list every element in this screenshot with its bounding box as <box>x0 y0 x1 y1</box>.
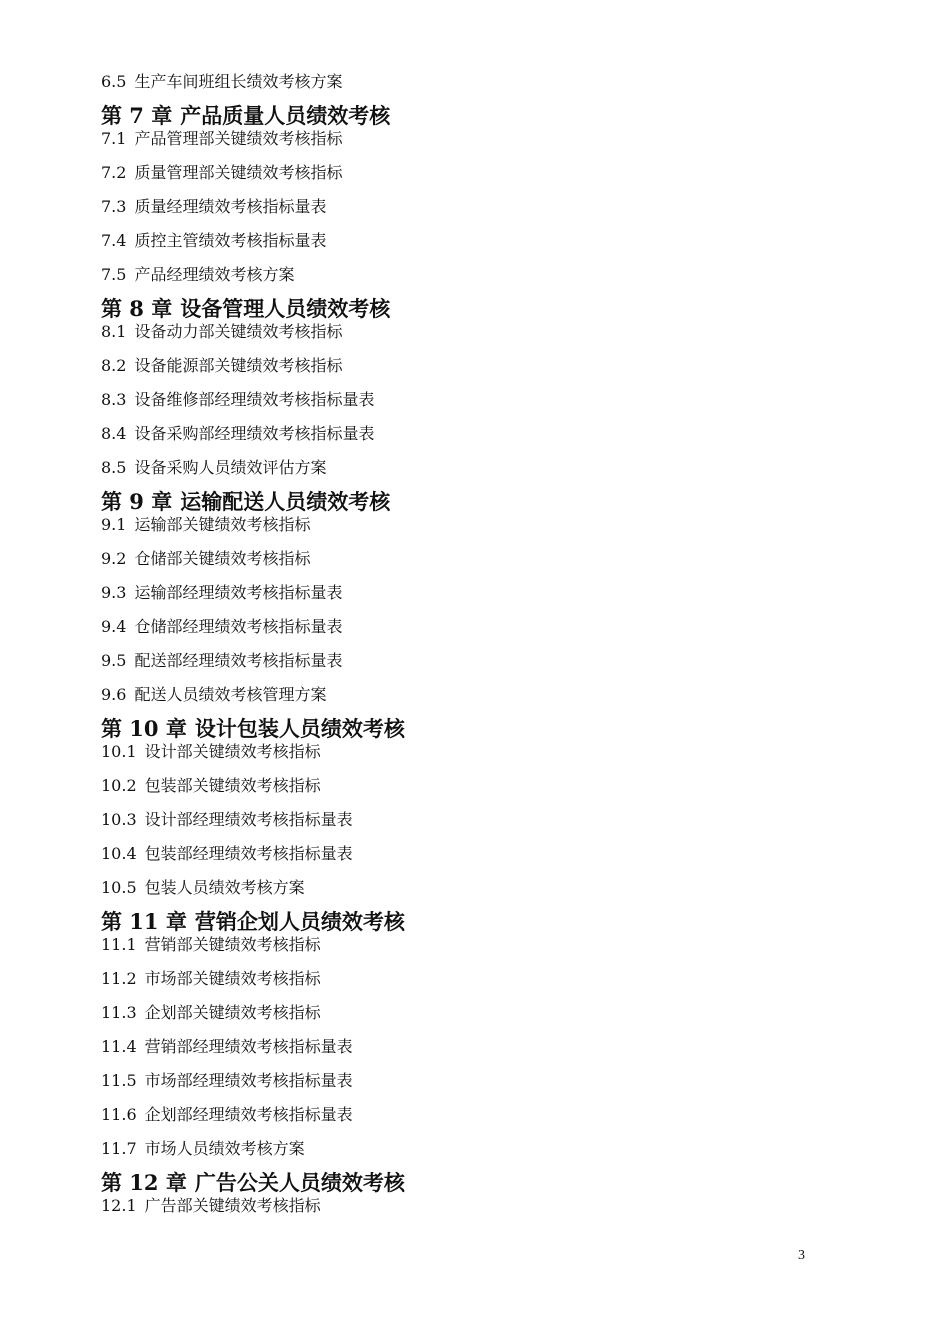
section-title: 配送部经理绩效考核指标量表 <box>134 651 343 670</box>
chapter-title: 运输配送人员绩效考核 <box>180 489 391 514</box>
section-number: 11.3 <box>101 1003 137 1022</box>
section-title: 营销部经理绩效考核指标量表 <box>144 1037 353 1056</box>
section-number: 10.4 <box>101 844 137 863</box>
section-title: 设计部关键绩效考核指标 <box>144 742 321 761</box>
toc-item <box>101 390 374 410</box>
toc-item <box>101 163 342 183</box>
toc-item <box>101 878 305 898</box>
chapter-number: 第 11 章 <box>101 909 187 934</box>
section-number: 9.3 <box>101 583 127 602</box>
section-title: 企划部关键绩效考核指标 <box>144 1003 321 1022</box>
toc-item <box>101 265 294 285</box>
section-title: 仓储部关键绩效考核指标 <box>134 549 311 568</box>
section-number: 8.1 <box>101 322 127 341</box>
section-number: 9.2 <box>101 549 127 568</box>
toc-item <box>101 549 310 569</box>
chapter-title: 产品质量人员绩效考核 <box>180 103 391 128</box>
toc-item <box>101 685 326 705</box>
section-number: 9.4 <box>101 617 127 636</box>
section-title: 包装人员绩效考核方案 <box>144 878 305 897</box>
toc-item <box>101 742 321 762</box>
toc-item <box>101 617 342 637</box>
section-title: 企划部经理绩效考核指标量表 <box>144 1105 353 1124</box>
section-number: 11.4 <box>101 1037 137 1056</box>
section-number: 10.3 <box>101 810 137 829</box>
toc-item <box>101 844 353 864</box>
toc-item <box>101 72 342 92</box>
section-title: 产品经理绩效考核方案 <box>134 265 295 284</box>
toc-item <box>101 231 326 251</box>
chapter-number: 第 8 章 <box>101 296 173 321</box>
toc-item <box>101 935 321 955</box>
section-number: 6.5 <box>101 72 127 91</box>
section-title: 运输部经理绩效考核指标量表 <box>134 583 343 602</box>
section-title: 生产车间班组长绩效考核方案 <box>134 72 343 91</box>
section-title: 营销部关键绩效考核指标 <box>144 935 321 954</box>
section-number: 9.5 <box>101 651 127 670</box>
chapter-heading <box>101 909 405 935</box>
section-title: 设备采购部经理绩效考核指标量表 <box>134 424 375 443</box>
section-number: 11.7 <box>101 1139 137 1158</box>
section-number: 10.2 <box>101 776 137 795</box>
section-title: 产品管理部关键绩效考核指标 <box>134 129 343 148</box>
section-title: 仓储部经理绩效考核指标量表 <box>134 617 343 636</box>
chapter-heading <box>101 296 390 322</box>
toc-item <box>101 1105 353 1125</box>
chapter-heading <box>101 489 390 515</box>
chapter-number: 第 7 章 <box>101 103 173 128</box>
chapter-title: 广告公关人员绩效考核 <box>194 1170 405 1195</box>
section-number: 8.5 <box>101 458 127 477</box>
toc-item <box>101 129 342 149</box>
section-number: 8.4 <box>101 424 127 443</box>
chapter-number: 第 9 章 <box>101 489 173 514</box>
section-number: 8.3 <box>101 390 127 409</box>
toc-item <box>101 197 326 217</box>
chapter-number: 第 10 章 <box>101 716 187 741</box>
section-title: 配送人员绩效考核管理方案 <box>134 685 327 704</box>
toc-item <box>101 356 342 376</box>
chapter-heading <box>101 103 390 129</box>
toc-item <box>101 810 353 830</box>
toc-item <box>101 515 310 535</box>
chapter-title: 设计包装人员绩效考核 <box>194 716 405 741</box>
toc-item <box>101 424 374 444</box>
section-number: 11.1 <box>101 935 137 954</box>
section-title: 设备能源部关键绩效考核指标 <box>134 356 343 375</box>
chapter-title: 营销企划人员绩效考核 <box>194 909 405 934</box>
toc-item <box>101 1139 305 1159</box>
section-title: 设备采购人员绩效评估方案 <box>134 458 327 477</box>
section-number: 9.6 <box>101 685 127 704</box>
page-number: 3 <box>798 1248 805 1263</box>
section-title: 市场部经理绩效考核指标量表 <box>144 1071 353 1090</box>
toc-item <box>101 322 342 342</box>
section-number: 10.5 <box>101 878 137 897</box>
section-number: 8.2 <box>101 356 127 375</box>
toc-item <box>101 776 321 796</box>
section-title: 质量管理部关键绩效考核指标 <box>134 163 343 182</box>
toc-item <box>101 651 342 671</box>
toc-item <box>101 583 342 603</box>
toc-item <box>101 458 326 478</box>
section-title: 设备动力部关键绩效考核指标 <box>134 322 343 341</box>
section-title: 广告部关键绩效考核指标 <box>144 1196 321 1215</box>
chapter-number: 第 12 章 <box>101 1170 187 1195</box>
section-number: 11.6 <box>101 1105 137 1124</box>
section-title: 市场人员绩效考核方案 <box>144 1139 305 1158</box>
chapter-title: 设备管理人员绩效考核 <box>180 296 391 321</box>
section-number: 7.4 <box>101 231 127 250</box>
section-title: 包装部经理绩效考核指标量表 <box>144 844 353 863</box>
section-number: 7.5 <box>101 265 127 284</box>
section-title: 设备维修部经理绩效考核指标量表 <box>134 390 375 409</box>
section-title: 运输部关键绩效考核指标 <box>134 515 311 534</box>
section-number: 12.1 <box>101 1196 137 1215</box>
section-title: 设计部经理绩效考核指标量表 <box>144 810 353 829</box>
toc-item <box>101 1071 353 1091</box>
section-number: 9.1 <box>101 515 127 534</box>
section-number: 7.2 <box>101 163 127 182</box>
chapter-heading <box>101 1170 405 1196</box>
section-number: 11.5 <box>101 1071 137 1090</box>
section-number: 11.2 <box>101 969 137 988</box>
section-title: 质控主管绩效考核指标量表 <box>134 231 327 250</box>
section-number: 10.1 <box>101 742 137 761</box>
chapter-heading <box>101 716 405 742</box>
toc-item <box>101 1003 321 1023</box>
section-title: 质量经理绩效考核指标量表 <box>134 197 327 216</box>
section-number: 7.1 <box>101 129 127 148</box>
toc-item <box>101 969 321 989</box>
section-title: 市场部关键绩效考核指标 <box>144 969 321 988</box>
section-number: 7.3 <box>101 197 127 216</box>
section-title: 包装部关键绩效考核指标 <box>144 776 321 795</box>
toc-item <box>101 1196 321 1216</box>
toc-item <box>101 1037 353 1057</box>
